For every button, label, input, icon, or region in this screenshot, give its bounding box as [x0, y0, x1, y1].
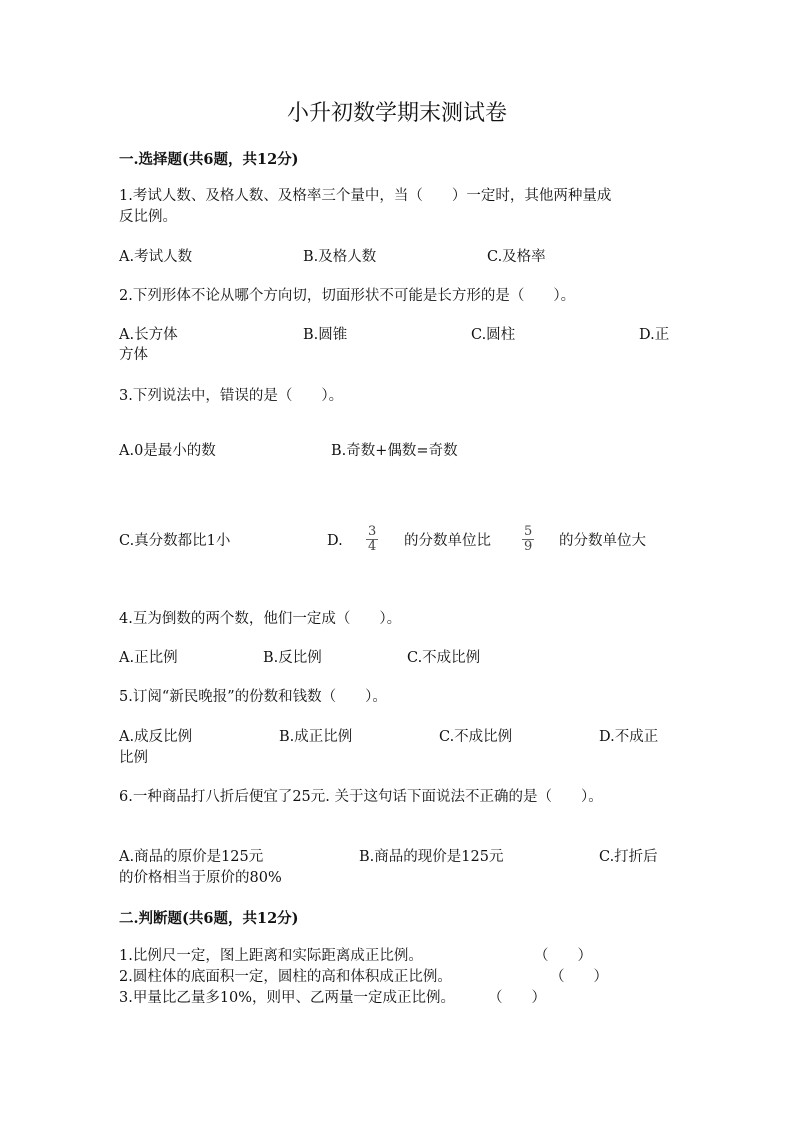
q2-stem: 2.下列形体不论从哪个方向切，切面形状不可能是长方形的是（ ）。 — [119, 288, 576, 304]
judgement-item-1: 1.比例尺一定，图上距离和实际距离成正比例。 — [119, 948, 423, 964]
q5-option-c: C.不成比例 — [439, 729, 513, 745]
q2-option-b: B.圆锥 — [303, 327, 348, 343]
q6-option-c-part2: 的价格相当于原价的80% — [119, 870, 282, 886]
q1-option-a: A.考试人数 — [119, 249, 193, 265]
q4-option-a: A.正比例 — [119, 650, 178, 666]
q2-option-d-part2: 方体 — [119, 347, 148, 363]
fraction-denominator: 9 — [524, 539, 533, 554]
q5-option-d-part2: 比例 — [119, 750, 148, 766]
q2-option-d-part1: D.正 — [639, 327, 670, 343]
q5-stem: 5.订阅“新民晚报”的份数和钱数（ ）。 — [119, 689, 387, 705]
q3-fraction-three-quarters — [366, 525, 378, 554]
judgement-item-3: 3.甲量比乙量多10%，则甲、乙两量一定成正比例。 — [119, 990, 456, 1006]
q1-option-c: C.及格率 — [487, 249, 546, 265]
q3-option-d-end: 的分数单位大 — [559, 533, 646, 549]
q3-option-d-mid: 的分数单位比 — [404, 533, 491, 549]
q4-option-b: B.反比例 — [263, 650, 322, 666]
page-title: 小升初数学期末测试卷 — [286, 101, 507, 126]
judgement-item-2: 2.圆柱体的底面积一定，圆柱的高和体积成正比例。 — [119, 969, 452, 985]
q3-option-a: A.0是最小的数 — [119, 443, 216, 459]
fraction-denominator: 4 — [368, 539, 377, 554]
q5-option-b: B.成正比例 — [279, 729, 353, 745]
q5-option-d-part1: D.不成正 — [599, 729, 659, 745]
q1-option-b: B.及格人数 — [303, 249, 377, 265]
fraction-numerator: 5 — [524, 524, 533, 539]
q6-stem: 6.一种商品打八折后便宜了25元. 关于这句话下面说法不正确的是（ ）。 — [119, 789, 603, 805]
fraction-numerator: 3 — [368, 524, 377, 539]
q3-fraction-five-ninths — [522, 525, 534, 554]
section-heading-choice: 一.选择题(共6题，共12分) — [119, 151, 299, 168]
judgement-item-2-blank: （ ） — [550, 969, 608, 985]
q3-option-d-label: D. — [327, 533, 343, 549]
judgement-item-3-blank: （ ） — [488, 990, 546, 1006]
q3-option-b: B.奇数+偶数=奇数 — [331, 443, 458, 459]
q2-option-a: A.长方体 — [119, 327, 178, 343]
q6-option-a: A.商品的原价是125元 — [119, 849, 264, 865]
q1-stem-line1: 1.考试人数、及格人数、及格率三个量中，当（ ）一定时，其他两种量成 — [119, 188, 612, 204]
q5-option-a: A.成反比例 — [119, 729, 193, 745]
q4-option-c: C.不成比例 — [407, 650, 481, 666]
section-heading-judgement: 二.判断题(共6题，共12分) — [119, 910, 299, 927]
q1-stem-line2: 反比例。 — [119, 209, 177, 225]
q3-stem: 3.下列说法中，错误的是（ ）。 — [119, 388, 344, 404]
q3-option-c: C.真分数都比1小 — [119, 533, 231, 549]
judgement-item-1-blank: （ ） — [534, 948, 592, 964]
q6-option-b: B.商品的现价是125元 — [359, 849, 504, 865]
q2-option-c: C.圆柱 — [471, 327, 516, 343]
q4-stem: 4.互为倒数的两个数，他们一定成（ ）。 — [119, 611, 402, 627]
q6-option-c-part1: C.打折后 — [599, 849, 658, 865]
